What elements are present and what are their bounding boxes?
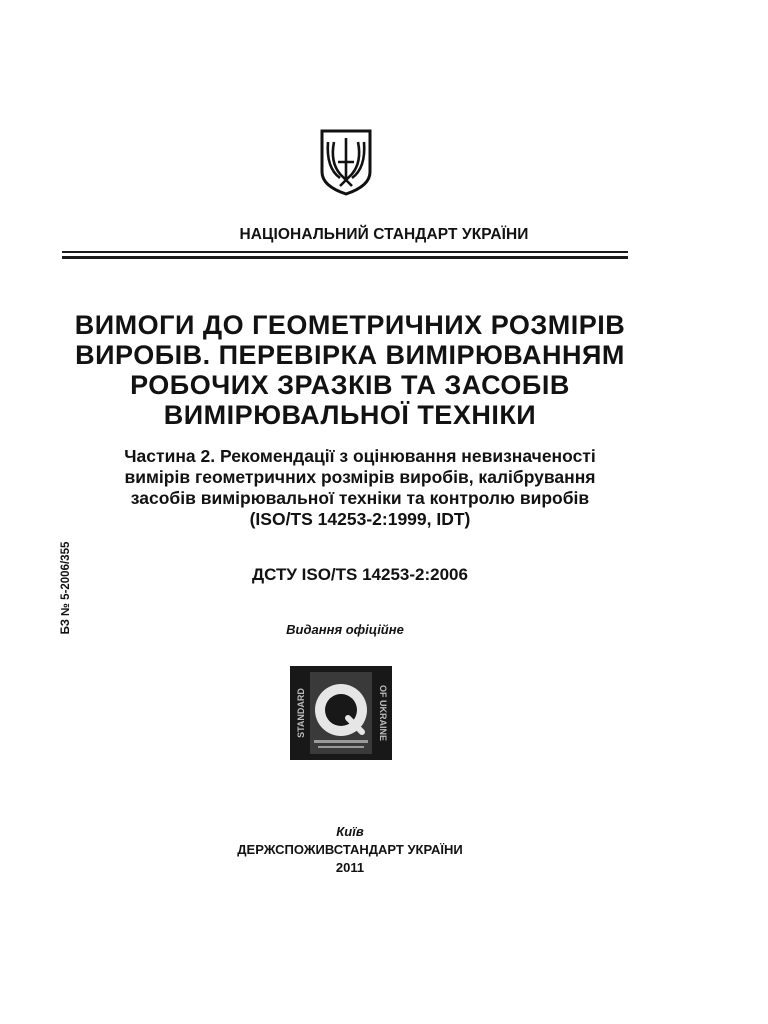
quality-mark-icon (290, 666, 392, 760)
side-reference: БЗ № 5-2006/355 (60, 541, 72, 635)
subtitle-line: (ISO/TS 14253-2:1999, IDT) (249, 509, 471, 529)
header-rule-thick (62, 256, 628, 259)
subtitle-line: засобів вимірювальної техніки та контролю виробів (130, 488, 590, 508)
edition-label: Видання офіційне (286, 622, 404, 637)
standard-label: НАЦІОНАЛЬНИЙ СТАНДАРТ УКРАЇНИ (239, 226, 529, 243)
standard-designation: ДСТУ ISO/TS 14253-2:2006 (252, 565, 468, 584)
document-subtitle (50, 446, 670, 530)
document-title (50, 310, 650, 430)
imprint-city: Київ (336, 824, 364, 839)
title-line: ВИРОБІВ. ПЕРЕВІРКА ВИМІРЮВАННЯМ (75, 340, 625, 370)
imprint (150, 823, 550, 877)
title-line: ВИМІРЮВАЛЬНОЇ ТЕХНІКИ (163, 400, 537, 430)
trident-emblem-icon (318, 128, 374, 196)
header-rule-thin (62, 251, 628, 253)
mark-right-text: OF UKRAINE (378, 685, 388, 741)
mark-left-text: STANDARD (296, 688, 306, 738)
imprint-publisher: ДЕРЖСПОЖИВСТАНДАРТ УКРАЇНИ (237, 842, 463, 857)
title-line: РОБОЧИХ ЗРАЗКІВ ТА ЗАСОБІВ (130, 370, 570, 400)
subtitle-line: Частина 2. Рекомендації з оцінювання невизначеності (124, 446, 596, 466)
title-line: ВИМОГИ ДО ГЕОМЕТРИЧНИХ РОЗМІРІВ (74, 310, 626, 340)
imprint-year: 2011 (335, 860, 365, 875)
subtitle-line: вимірів геометричних розмірів виробів, калібрування (124, 467, 596, 487)
